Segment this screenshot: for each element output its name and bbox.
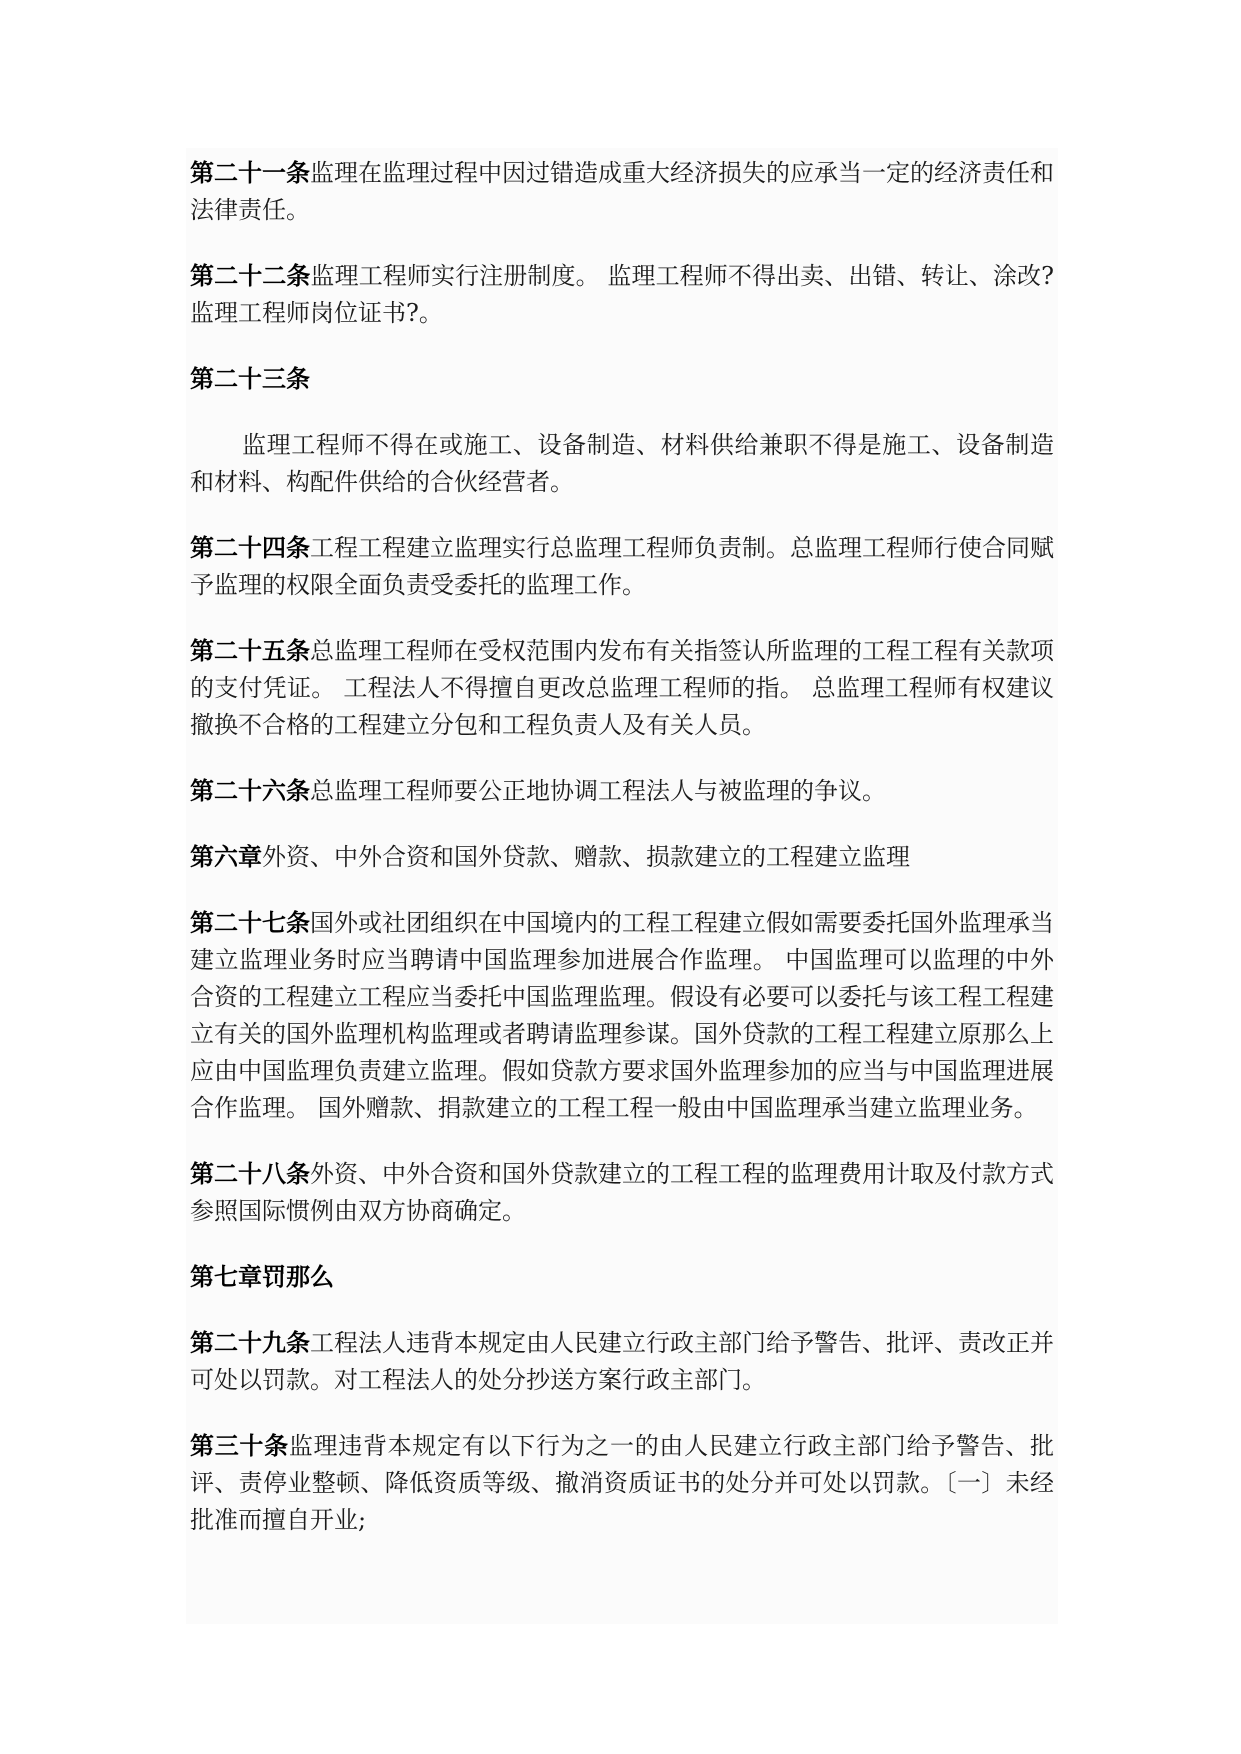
article-label: 第二十四条 [190,533,310,562]
article-label: 第二十六条 [190,776,310,805]
article-21 [190,154,1054,229]
article-text: 监理违背本规定有以下行为之一的由人民建立行政主部门给予警告、批评、责停业整顿、降低资质等级、撤消资质证书的处分并可处以罚款。〔一〕未经批准而擅自开业; [190,1432,1055,1534]
article-text: 国外或社团组织在中国境内的工程工程建立假如需要委托国外监理承当建立监理业务时应当聘请中国监理参加进展合作监理。 中国监理可以监理的中外合资的工程建立工程应当委托中国监理监理。假设有必要可以委托与该工程工程建立有关的国外监理机构监理或者聘请监理参谋。国外贷款的工程工程建立原那么上应由中国监理负责建立监理。假如贷款方要求国外监理参加的应当与中国监理进展合作监理。 国外赠款、捐款建立的工程工程一般由中国监理承当建立监理业务。 [190,909,1054,1122]
article-label: 第二十九条 [190,1328,310,1357]
article-25 [190,632,1054,744]
chapter-title: 外资、中外合资和国外贷款、赠款、损款建立的工程建立监理 [262,843,910,871]
article-label: 第二十二条 [190,261,311,290]
article-26 [190,772,1054,810]
article-29 [190,1324,1054,1399]
article-label: 第二十七条 [190,908,310,937]
article-30 [190,1427,1054,1539]
document-body [186,148,1058,1624]
article-label: 第二十一条 [190,158,310,187]
article-text: 监理工程师实行注册制度。 监理工程师不得出卖、出错、转让、涂改?监理工程师岗位证书?。 [190,262,1055,327]
article-text: 外资、中外合资和国外贷款建立的工程工程的监理费用计取及付款方式参照国际惯例由双方协商确定。 [190,1160,1054,1225]
article-label: 第二十八条 [190,1159,310,1188]
article-27 [190,904,1054,1127]
article-text: 工程法人违背本规定由人民建立行政主部门给予警告、批评、责改正并可处以罚款。对工程法人的处分抄送方案行政主部门。 [190,1329,1054,1394]
article-text: 总监理工程师在受权范围内发布有关指签认所监理的工程工程有关款项的支付凭证。 工程法人不得擅自更改总监理工程师的指。 总监理工程师有权建议撤换不合格的工程建立分包和工程负责人及有关人员。 [190,637,1054,739]
article-22 [190,257,1054,332]
article-28 [190,1155,1054,1230]
article-23-heading [190,360,1054,398]
article-text: 监理工程师不得在或施工、设备制造、材料供给兼职不得是施工、设备制造和材料、构配件供给的合伙经营者。 [190,431,1054,496]
chapter-7-heading [190,1258,1054,1296]
article-text: 总监理工程师要公正地协调工程法人与被监理的争议。 [310,777,886,805]
article-text: 工程工程建立监理实行总监理工程师负责制。总监理工程师行使合同赋予监理的权限全面负责受委托的监理工作。 [190,534,1054,599]
article-label: 第二十三条 [190,364,310,393]
article-23-body [190,426,1054,501]
article-24 [190,529,1054,604]
chapter-label: 第七章罚那么 [190,1262,334,1291]
chapter-label: 第六章 [190,842,262,871]
article-text: 监理在监理过程中因过错造成重大经济损失的应承当一定的经济责任和法律责任。 [190,159,1054,224]
article-label: 第二十五条 [190,636,310,665]
article-label: 第三十条 [190,1431,289,1460]
chapter-6-heading [190,838,1054,876]
